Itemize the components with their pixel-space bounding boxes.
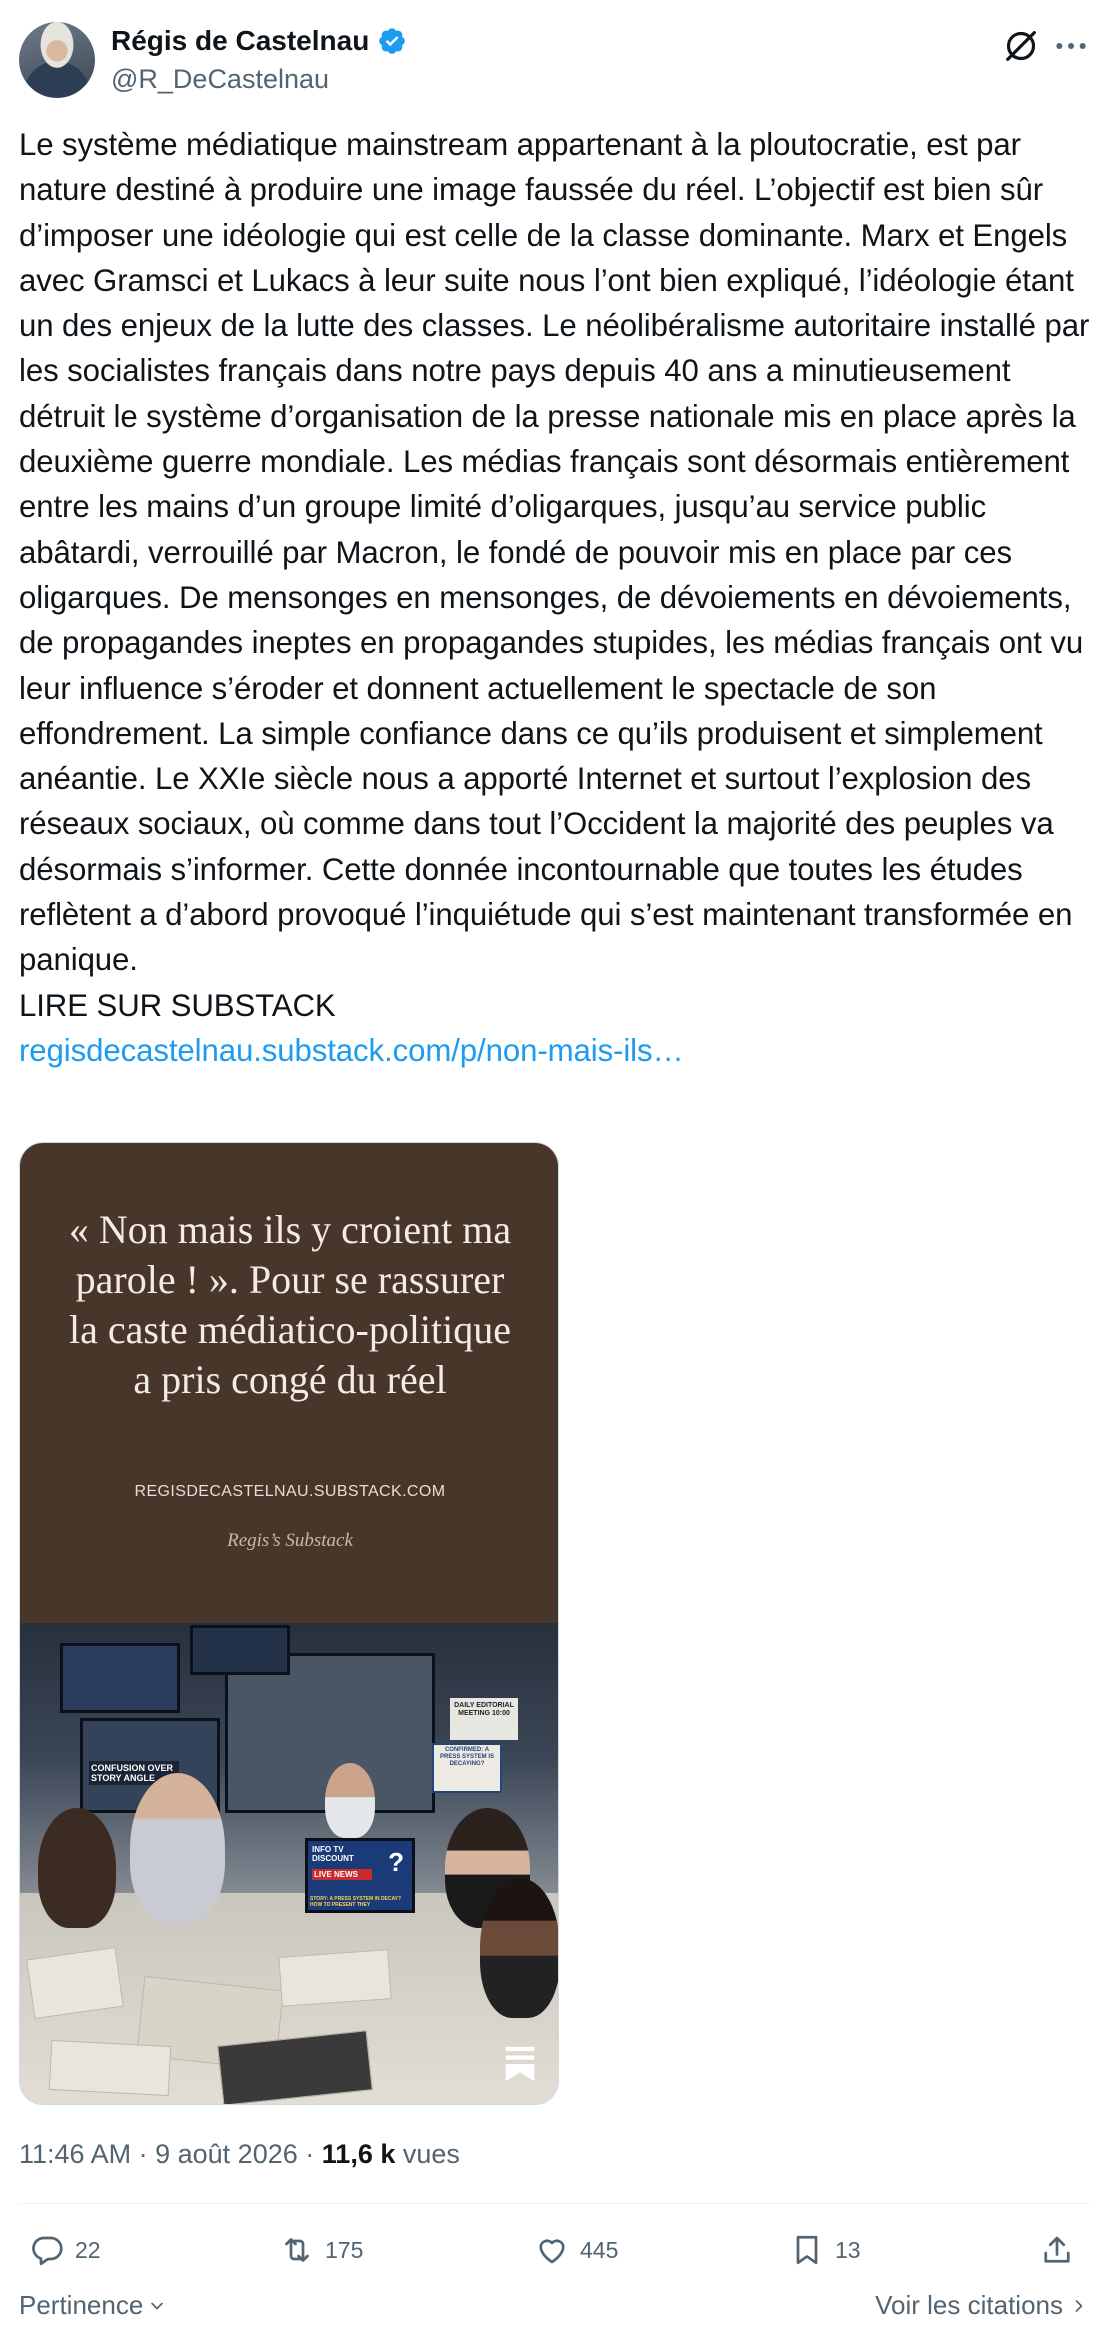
- meta-separator: ·: [305, 2139, 315, 2169]
- reply-bubble-icon: [29, 2232, 65, 2268]
- chevron-down-icon: [147, 2296, 167, 2316]
- reply-count: 22: [75, 2236, 101, 2263]
- like-button[interactable]: [534, 2222, 618, 2278]
- meta-separator: ·: [138, 2139, 148, 2169]
- card-publication: Regis’s Substack: [227, 1530, 353, 1551]
- wall-screen: [60, 1643, 180, 1713]
- more-dots-icon[interactable]: [1051, 26, 1091, 66]
- post-header: [19, 20, 1091, 100]
- reply-button[interactable]: [29, 2222, 101, 2278]
- like-count: 445: [580, 2236, 619, 2263]
- avatar[interactable]: [19, 22, 95, 98]
- post-meta: [19, 2137, 460, 2171]
- post-body: [19, 122, 1099, 1073]
- repost-arrows-icon: [279, 2232, 315, 2268]
- substack-bookmark-icon: [502, 2044, 538, 2084]
- sort-dropdown[interactable]: [19, 2290, 167, 2321]
- divider: [19, 2203, 1089, 2204]
- confirmed-sign: CONFIRMED: A PRESS SYSTEM IS DECAYING?: [432, 1743, 502, 1793]
- views-count: 11,6 k: [321, 2139, 396, 2169]
- post-link[interactable]: regisdecastelnau.substack.com/p/non-mais-ils…: [19, 1032, 684, 1068]
- person: [480, 1878, 559, 2018]
- author-name-row: [111, 24, 407, 58]
- share-upload-icon: [1039, 2232, 1075, 2268]
- meeting-sign: DAILY EDITORIAL MEETING 10:00: [450, 1698, 518, 1740]
- verified-badge-icon: [377, 26, 407, 56]
- link-preview-card[interactable]: [19, 1142, 559, 2105]
- post-text: Le système médiatique mainstream appartenant à la ploutocratie, est par nature destiné à produire une image faussée du réel. L’objectif est bien sûr d’imposer une idéologie qui est celle de la classe dominante. Marx et Engels avec Gramsci et Lukacs à leur suite nous l’ont bien expliqué, l’idéologie étant un des enjeux de la lutte des classes. Le néolibéralisme autoritaire installé par les socialistes français dans notre pays depuis 40 ans a minutieusement détruit le système d’organisation de la presse nationale mis en place après la deuxième guerre mondiale. Les médias français sont désormais entièrement entre les mains d’un groupe limité d’oligarques, jusqu’au service public abâtardi, verrouillé par Macron, le fondé de pouvoir mis en place par ces oligarques. De mensonges en mensonges, de dévoiements en dévoiements, de propagandes ineptes en propagandes stupides, les médias français ont vu leur influence s’éroder et donnent actuellement le spectacle de son effondrement. La simple confiance dans ce qu’ils produisent et simplement anéantie. Le XXIe siècle nous a apporté Internet et surtout l’explosion des réseaux sociaux, où comme dans tout l’Occident la majorité des peuples va désormais s’informer. Cette donnée incontournable que toutes les études reflètent a d’abord provoqué l’inquiétude qui s’est maintenant transformée en panique.: [19, 127, 1090, 978]
- monitor-badge: LIVE NEWS: [312, 1869, 372, 1880]
- newspaper: [49, 2040, 171, 2096]
- post-time[interactable]: 11:46 AM: [19, 2139, 132, 2169]
- author-handle[interactable]: @R_DeCastelnau: [111, 64, 330, 94]
- monitor-ticker: STORY: A PRESS SYSTEM IN DECAY? HOW TO PRESENT THEY: [310, 1896, 402, 1908]
- person: [38, 1808, 116, 1928]
- chevron-right-icon: [1069, 2296, 1089, 2316]
- bookmark-count: 13: [835, 2236, 861, 2263]
- author-name[interactable]: Régis de Castelnau: [111, 25, 370, 56]
- quotes-label: Voir les citations: [875, 2290, 1063, 2320]
- screen-caption: CONFUSION OVER STORY ANGLE: [89, 1761, 179, 1785]
- card-domain: REGISDECASTELNAU.SUBSTACK.COM: [134, 1483, 446, 1500]
- views-label: vues: [402, 2139, 460, 2169]
- newspaper: [26, 1947, 123, 2019]
- bookmark-icon: [789, 2232, 825, 2268]
- bookmark-button[interactable]: [789, 2222, 861, 2278]
- newspaper: [278, 1949, 391, 2007]
- wall-screen: [190, 1625, 290, 1675]
- grok-icon[interactable]: [1001, 26, 1041, 66]
- view-quotes-link[interactable]: [875, 2290, 1089, 2321]
- person: [325, 1763, 375, 1838]
- post-date[interactable]: 9 août 2026: [155, 2139, 298, 2169]
- card-header: [20, 1143, 559, 1623]
- action-bar: [19, 2222, 1089, 2278]
- person: [130, 1773, 225, 1923]
- card-photo: [20, 1623, 559, 2105]
- replies-footer: [19, 2290, 1089, 2324]
- monitor-title: INFO TV DISCOUNT: [312, 1845, 354, 1863]
- post-cta: LIRE SUR SUBSTACK: [19, 987, 336, 1023]
- heart-icon: [534, 2232, 570, 2268]
- sort-label: Pertinence: [19, 2290, 144, 2320]
- share-button[interactable]: [1039, 2222, 1075, 2278]
- repost-count: 175: [325, 2236, 364, 2263]
- repost-button[interactable]: [279, 2222, 363, 2278]
- desk-monitor: INFO TV DISCOUNT LIVE NEWS ? STORY: A PRESS SYSTEM IN DECAY? HOW TO PRESENT THEY: [305, 1838, 415, 1913]
- card-title: « Non mais ils y croient ma parole ! ». Pour se rassurer la caste médiatico-politique a pris congé du réel: [68, 1207, 512, 1402]
